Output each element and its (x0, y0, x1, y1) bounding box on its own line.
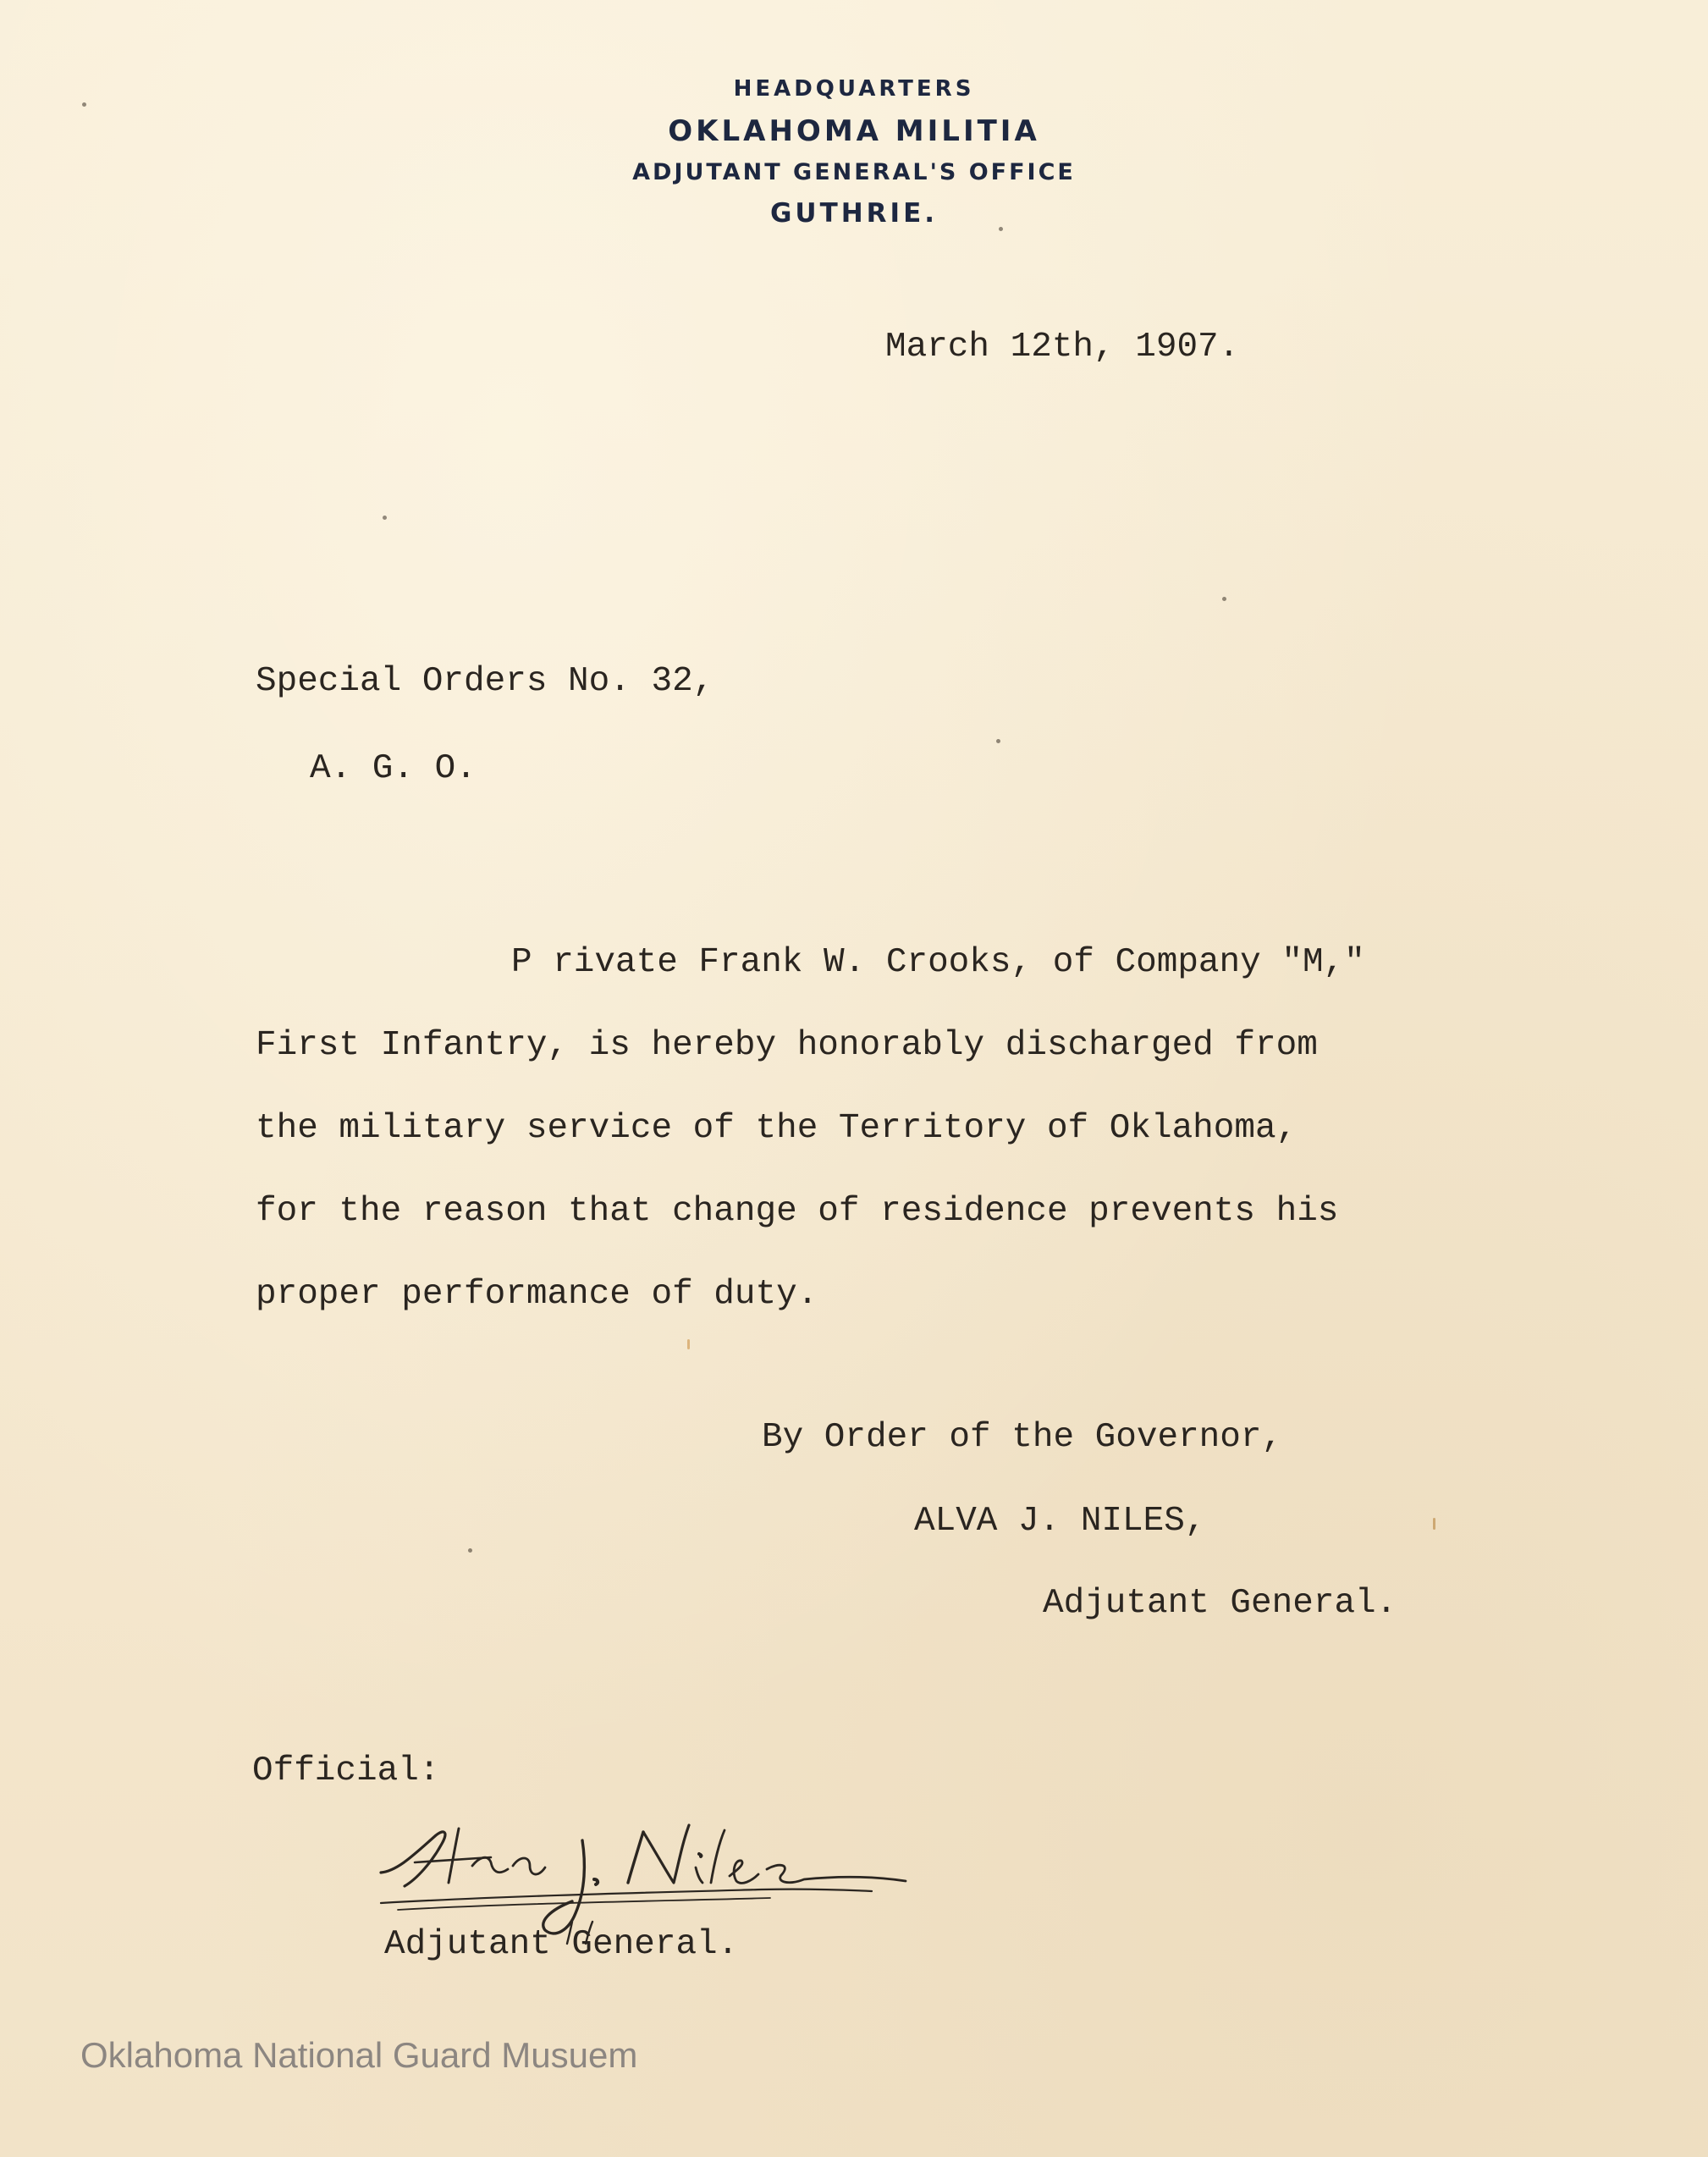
letterhead-organization: OKLAHOMA MILITIA (668, 114, 1040, 148)
paper-speck (687, 1339, 690, 1349)
official-label: Official: (252, 1752, 440, 1790)
letterhead-headquarters: HEADQUARTERS (733, 76, 975, 102)
special-orders-number: Special Orders No. 32, (256, 662, 714, 701)
orders-office: A. G. O. (310, 749, 477, 788)
signer-name: ALVA J. NILES, (914, 1502, 1206, 1541)
letter-date: March 12th, 1907. (885, 328, 1240, 367)
body-line: First Infantry, is hereby honorably discharged from (256, 1026, 1318, 1065)
paper-speck (468, 1548, 472, 1553)
letterhead-city: GUTHRIE. (769, 198, 939, 229)
paper-speck (1222, 597, 1226, 601)
official-title: Adjutant General. (384, 1925, 739, 1964)
letterhead-office: ADJUTANT GENERAL'S OFFICE (632, 159, 1076, 185)
body-line: P rivate Frank W. Crooks, of Company "M," (511, 943, 1365, 982)
paper-speck (996, 739, 1000, 743)
by-order-line: By Order of the Governor, (762, 1418, 1283, 1457)
letterhead (0, 78, 1708, 227)
body-line: for the reason that change of residence prevents his (256, 1192, 1339, 1231)
paper-speck (1433, 1518, 1435, 1530)
body-line: proper performance of duty. (256, 1275, 818, 1314)
paper-speck (999, 227, 1003, 231)
body-line: the military service of the Territory of Oklahoma, (256, 1109, 1298, 1148)
order-body (256, 921, 1601, 1336)
handwritten-signature (364, 1795, 923, 1947)
signer-title: Adjutant General. (1043, 1584, 1397, 1623)
museum-watermark: Oklahoma National Guard Musuem (80, 2035, 638, 2075)
paper-speck (383, 516, 387, 520)
